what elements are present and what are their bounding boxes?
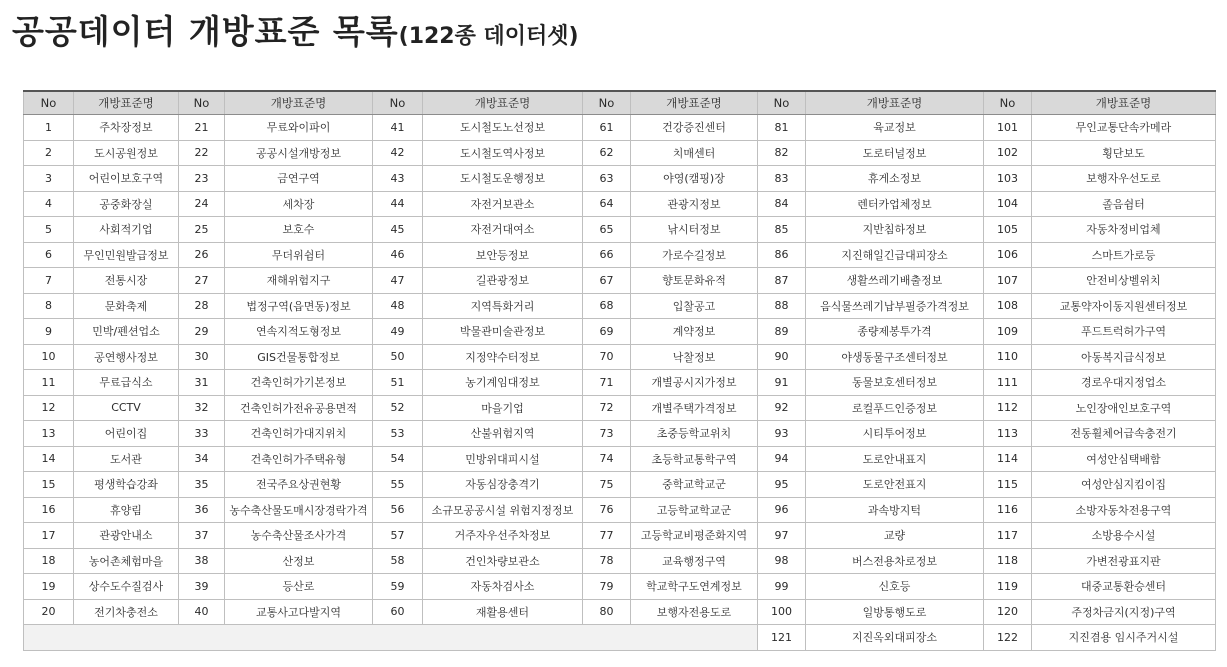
cell-standard-name: 졸음쉼터	[1032, 191, 1216, 217]
cell-standard-name: 건축인허가주택유형	[225, 446, 373, 472]
table-row	[24, 446, 1216, 472]
cell-standard-name: 지진해일긴급대피장소	[806, 242, 984, 268]
cell-standard-name: 시티투어정보	[806, 421, 984, 447]
cell-standard-name: 소방용수시설	[1032, 523, 1216, 549]
cell-standard-name: 도로안내표지	[806, 446, 984, 472]
table-row	[24, 395, 1216, 421]
table-row	[24, 574, 1216, 600]
cell-no: 27	[179, 268, 225, 294]
cell-standard-name: 농기계임대정보	[423, 370, 583, 396]
cell-no: 25	[179, 217, 225, 243]
cell-standard-name: 도시철도노선정보	[423, 115, 583, 141]
cell-no: 81	[758, 115, 806, 141]
column-header-no: No	[24, 91, 74, 115]
cell-standard-name: 관광지정보	[631, 191, 758, 217]
cell-no: 109	[984, 319, 1032, 345]
cell-standard-name: 생활쓰레기배출정보	[806, 268, 984, 294]
cell-standard-name: 건강증진센터	[631, 115, 758, 141]
cell-standard-name: 계약정보	[631, 319, 758, 345]
cell-no: 48	[373, 293, 423, 319]
cell-standard-name: 도시공원정보	[74, 140, 179, 166]
cell-no: 40	[179, 599, 225, 625]
cell-standard-name: 건인차량보관소	[423, 548, 583, 574]
cell-no: 28	[179, 293, 225, 319]
cell-standard-name: 농어촌체험마을	[74, 548, 179, 574]
column-header-name: 개방표준명	[423, 91, 583, 115]
column-header-name: 개방표준명	[74, 91, 179, 115]
cell-no: 18	[24, 548, 74, 574]
cell-no: 68	[583, 293, 631, 319]
cell-standard-name: 지역특화거리	[423, 293, 583, 319]
table-row	[24, 115, 1216, 141]
column-header-no: No	[583, 91, 631, 115]
cell-standard-name: 연속지적도형정보	[225, 319, 373, 345]
cell-no: 82	[758, 140, 806, 166]
cell-no: 24	[179, 191, 225, 217]
cell-no: 43	[373, 166, 423, 192]
table-row	[24, 599, 1216, 625]
cell-standard-name: 낙찰정보	[631, 344, 758, 370]
cell-no: 53	[373, 421, 423, 447]
cell-no: 20	[24, 599, 74, 625]
cell-no: 88	[758, 293, 806, 319]
cell-no: 86	[758, 242, 806, 268]
cell-no: 30	[179, 344, 225, 370]
cell-no: 36	[179, 497, 225, 523]
cell-standard-name: 자동차검사소	[423, 574, 583, 600]
cell-standard-name: 보호수	[225, 217, 373, 243]
cell-no: 34	[179, 446, 225, 472]
table-row	[24, 370, 1216, 396]
cell-standard-name: 지반침하정보	[806, 217, 984, 243]
table-row	[24, 242, 1216, 268]
cell-no: 19	[24, 574, 74, 600]
cell-standard-name: 도로터널정보	[806, 140, 984, 166]
cell-standard-name: 등산로	[225, 574, 373, 600]
cell-standard-name: 도시철도운행정보	[423, 166, 583, 192]
cell-standard-name: 초중등학교위치	[631, 421, 758, 447]
cell-no: 93	[758, 421, 806, 447]
cell-standard-name: 스마트가로등	[1032, 242, 1216, 268]
cell-standard-name: 보행자우선도로	[1032, 166, 1216, 192]
table-header-row	[24, 91, 1216, 115]
cell-no: 64	[583, 191, 631, 217]
cell-no: 111	[984, 370, 1032, 396]
cell-no: 37	[179, 523, 225, 549]
cell-no: 47	[373, 268, 423, 294]
table-row	[24, 497, 1216, 523]
cell-no: 22	[179, 140, 225, 166]
cell-standard-name: 박물관미술관정보	[423, 319, 583, 345]
cell-standard-name: 주차장정보	[74, 115, 179, 141]
cell-standard-name: 개별주택가격정보	[631, 395, 758, 421]
cell-no: 71	[583, 370, 631, 396]
column-header-name: 개방표준명	[225, 91, 373, 115]
cell-no: 55	[373, 472, 423, 498]
cell-standard-name: 신호등	[806, 574, 984, 600]
cell-no: 96	[758, 497, 806, 523]
cell-standard-name: 경로우대지정업소	[1032, 370, 1216, 396]
cell-no: 58	[373, 548, 423, 574]
cell-standard-name: 자전거보관소	[423, 191, 583, 217]
cell-standard-name: 안전비상벨위치	[1032, 268, 1216, 294]
cell-no: 52	[373, 395, 423, 421]
cell-no: 14	[24, 446, 74, 472]
cell-standard-name: 야영(캠핑)장	[631, 166, 758, 192]
cell-no: 73	[583, 421, 631, 447]
cell-standard-name: 무더위쉼터	[225, 242, 373, 268]
table-row	[24, 523, 1216, 549]
cell-no: 66	[583, 242, 631, 268]
cell-no: 108	[984, 293, 1032, 319]
cell-standard-name: 여성안심택배함	[1032, 446, 1216, 472]
column-header-name: 개방표준명	[806, 91, 984, 115]
cell-standard-name: 전동휠체어급속충전기	[1032, 421, 1216, 447]
cell-no: 97	[758, 523, 806, 549]
cell-standard-name: 교통사고다발지역	[225, 599, 373, 625]
cell-no: 2	[24, 140, 74, 166]
cell-standard-name: 야생동물구조센터정보	[806, 344, 984, 370]
cell-standard-name: 무인민원발급정보	[74, 242, 179, 268]
cell-no: 121	[758, 625, 806, 651]
cell-standard-name: 재활용센터	[423, 599, 583, 625]
cell-no: 33	[179, 421, 225, 447]
cell-no: 45	[373, 217, 423, 243]
cell-no: 84	[758, 191, 806, 217]
cell-no: 102	[984, 140, 1032, 166]
cell-standard-name: 낚시터정보	[631, 217, 758, 243]
cell-standard-name: 교량	[806, 523, 984, 549]
cell-no: 4	[24, 191, 74, 217]
cell-no: 75	[583, 472, 631, 498]
cell-standard-name: 거주자우선주차정보	[423, 523, 583, 549]
cell-no: 101	[984, 115, 1032, 141]
cell-standard-name: GIS건물통합정보	[225, 344, 373, 370]
cell-standard-name: 주정차금지(지정)구역	[1032, 599, 1216, 625]
title-count: (122종 데이터셋)	[398, 24, 579, 49]
cell-standard-name: 무료와이파이	[225, 115, 373, 141]
cell-standard-name: 농수축산물조사가격	[225, 523, 373, 549]
cell-standard-name: 지진옥외대피장소	[806, 625, 984, 651]
cell-no: 9	[24, 319, 74, 345]
open-standard-table	[23, 90, 1216, 651]
table-row	[24, 293, 1216, 319]
table-row	[24, 268, 1216, 294]
cell-standard-name: 금연구역	[225, 166, 373, 192]
cell-no: 3	[24, 166, 74, 192]
cell-standard-name: 무인교통단속카메라	[1032, 115, 1216, 141]
cell-standard-name: 관광안내소	[74, 523, 179, 549]
cell-no: 23	[179, 166, 225, 192]
cell-standard-name: 어린이집	[74, 421, 179, 447]
cell-standard-name: 버스전용차로정보	[806, 548, 984, 574]
cell-standard-name: 가로수길정보	[631, 242, 758, 268]
table-row	[24, 191, 1216, 217]
table-body	[24, 115, 1216, 651]
cell-standard-name: 민박/펜션업소	[74, 319, 179, 345]
cell-standard-name: 자전거대여소	[423, 217, 583, 243]
cell-no: 11	[24, 370, 74, 396]
cell-no: 98	[758, 548, 806, 574]
cell-no: 106	[984, 242, 1032, 268]
table-row	[24, 217, 1216, 243]
cell-no: 110	[984, 344, 1032, 370]
cell-no: 35	[179, 472, 225, 498]
cell-no: 59	[373, 574, 423, 600]
column-header-name: 개방표준명	[1032, 91, 1216, 115]
cell-standard-name: 푸드트럭허가구역	[1032, 319, 1216, 345]
title-main: 공공데이터 개방표준 목록	[12, 12, 399, 51]
cell-standard-name: 길관광정보	[423, 268, 583, 294]
cell-standard-name: 중학교학교군	[631, 472, 758, 498]
table-row	[24, 140, 1216, 166]
cell-standard-name: 재해위험지구	[225, 268, 373, 294]
cell-standard-name: 보안등정보	[423, 242, 583, 268]
cell-no: 77	[583, 523, 631, 549]
cell-standard-name: 민방위대피시설	[423, 446, 583, 472]
cell-standard-name: 과속방지턱	[806, 497, 984, 523]
cell-no: 62	[583, 140, 631, 166]
cell-no: 70	[583, 344, 631, 370]
cell-no: 114	[984, 446, 1032, 472]
cell-standard-name: 도로안전표지	[806, 472, 984, 498]
cell-standard-name: 도시철도역사정보	[423, 140, 583, 166]
cell-no: 118	[984, 548, 1032, 574]
cell-no: 72	[583, 395, 631, 421]
cell-standard-name: 농수축산물도매시장경락가격	[225, 497, 373, 523]
page-title	[12, 6, 579, 53]
cell-standard-name: 전기차충전소	[74, 599, 179, 625]
cell-standard-name: 일방통행도로	[806, 599, 984, 625]
cell-standard-name: 공공시설개방정보	[225, 140, 373, 166]
table-row	[24, 472, 1216, 498]
cell-no: 74	[583, 446, 631, 472]
cell-no: 32	[179, 395, 225, 421]
cell-standard-name: 렌터카업체정보	[806, 191, 984, 217]
cell-no: 46	[373, 242, 423, 268]
cell-standard-name: 상수도수질검사	[74, 574, 179, 600]
cell-no: 54	[373, 446, 423, 472]
column-header-no: No	[179, 91, 225, 115]
cell-standard-name: 고등학교비평준화지역	[631, 523, 758, 549]
cell-standard-name: 자동심장충격기	[423, 472, 583, 498]
cell-standard-name: 아동복지급식정보	[1032, 344, 1216, 370]
cell-no: 51	[373, 370, 423, 396]
cell-no: 60	[373, 599, 423, 625]
cell-no: 38	[179, 548, 225, 574]
cell-standard-name: 횡단보도	[1032, 140, 1216, 166]
cell-no: 44	[373, 191, 423, 217]
cell-standard-name: 평생학습강좌	[74, 472, 179, 498]
cell-no: 57	[373, 523, 423, 549]
cell-standard-name: 산정보	[225, 548, 373, 574]
cell-no: 76	[583, 497, 631, 523]
cell-standard-name: 종량제봉투가격	[806, 319, 984, 345]
cell-no: 31	[179, 370, 225, 396]
cell-standard-name: 문화축제	[74, 293, 179, 319]
cell-no: 117	[984, 523, 1032, 549]
cell-no: 122	[984, 625, 1032, 651]
cell-no: 56	[373, 497, 423, 523]
cell-no: 39	[179, 574, 225, 600]
cell-no: 5	[24, 217, 74, 243]
cell-no: 103	[984, 166, 1032, 192]
cell-no: 85	[758, 217, 806, 243]
cell-standard-name: 소규모공공시설 위험지정정보	[423, 497, 583, 523]
cell-no: 112	[984, 395, 1032, 421]
cell-standard-name: 여성안심지킴이집	[1032, 472, 1216, 498]
cell-standard-name: 공중화장실	[74, 191, 179, 217]
cell-no: 13	[24, 421, 74, 447]
cell-standard-name: CCTV	[74, 395, 179, 421]
cell-standard-name: 건축인허가전유공용면적	[225, 395, 373, 421]
cell-standard-name: 건축인허가대지위치	[225, 421, 373, 447]
cell-no: 80	[583, 599, 631, 625]
cell-no: 61	[583, 115, 631, 141]
empty-cell	[24, 625, 758, 651]
table-row	[24, 319, 1216, 345]
cell-no: 17	[24, 523, 74, 549]
cell-standard-name: 자동차정비업체	[1032, 217, 1216, 243]
cell-standard-name: 고등학교학교군	[631, 497, 758, 523]
cell-no: 105	[984, 217, 1032, 243]
cell-standard-name: 소방자동차전용구역	[1032, 497, 1216, 523]
cell-no: 107	[984, 268, 1032, 294]
cell-no: 115	[984, 472, 1032, 498]
cell-no: 90	[758, 344, 806, 370]
cell-standard-name: 치매센터	[631, 140, 758, 166]
column-header-no: No	[373, 91, 423, 115]
cell-no: 26	[179, 242, 225, 268]
cell-no: 120	[984, 599, 1032, 625]
cell-no: 42	[373, 140, 423, 166]
cell-standard-name: 지진겸용 임시주거시설	[1032, 625, 1216, 651]
cell-no: 6	[24, 242, 74, 268]
column-header-no: No	[758, 91, 806, 115]
cell-standard-name: 학교학구도연계정보	[631, 574, 758, 600]
cell-standard-name: 교통약자이동지원센터정보	[1032, 293, 1216, 319]
cell-standard-name: 전통시장	[74, 268, 179, 294]
cell-no: 10	[24, 344, 74, 370]
cell-no: 113	[984, 421, 1032, 447]
cell-standard-name: 동물보호센터정보	[806, 370, 984, 396]
cell-standard-name: 보행자전용도로	[631, 599, 758, 625]
cell-no: 78	[583, 548, 631, 574]
cell-standard-name: 육교정보	[806, 115, 984, 141]
cell-standard-name: 건축인허가기본정보	[225, 370, 373, 396]
cell-standard-name: 음식물쓰레기납부필증가격정보	[806, 293, 984, 319]
cell-standard-name: 가변전광표지판	[1032, 548, 1216, 574]
cell-standard-name: 세차장	[225, 191, 373, 217]
cell-standard-name: 산불위험지역	[423, 421, 583, 447]
cell-standard-name: 휴게소정보	[806, 166, 984, 192]
table-row	[24, 421, 1216, 447]
cell-standard-name: 전국주요상권현황	[225, 472, 373, 498]
cell-no: 69	[583, 319, 631, 345]
cell-standard-name: 어린이보호구역	[74, 166, 179, 192]
cell-no: 1	[24, 115, 74, 141]
table-row	[24, 548, 1216, 574]
cell-standard-name: 지정약수터정보	[423, 344, 583, 370]
cell-standard-name: 휴양림	[74, 497, 179, 523]
cell-standard-name: 무료급식소	[74, 370, 179, 396]
cell-no: 91	[758, 370, 806, 396]
cell-no: 79	[583, 574, 631, 600]
cell-standard-name: 사회적기업	[74, 217, 179, 243]
cell-no: 49	[373, 319, 423, 345]
cell-standard-name: 법정구역(읍면동)정보	[225, 293, 373, 319]
cell-standard-name: 노인장애인보호구역	[1032, 395, 1216, 421]
cell-no: 116	[984, 497, 1032, 523]
cell-no: 83	[758, 166, 806, 192]
cell-no: 104	[984, 191, 1032, 217]
cell-no: 63	[583, 166, 631, 192]
cell-no: 12	[24, 395, 74, 421]
table-row-last	[24, 625, 1216, 651]
cell-standard-name: 초등학교통학구역	[631, 446, 758, 472]
cell-no: 89	[758, 319, 806, 345]
cell-standard-name: 교육행정구역	[631, 548, 758, 574]
cell-no: 94	[758, 446, 806, 472]
cell-no: 8	[24, 293, 74, 319]
cell-no: 50	[373, 344, 423, 370]
table-row	[24, 166, 1216, 192]
cell-no: 15	[24, 472, 74, 498]
cell-standard-name: 입찰공고	[631, 293, 758, 319]
cell-no: 100	[758, 599, 806, 625]
cell-no: 29	[179, 319, 225, 345]
cell-standard-name: 도서관	[74, 446, 179, 472]
cell-no: 65	[583, 217, 631, 243]
cell-standard-name: 개별공시지가정보	[631, 370, 758, 396]
cell-standard-name: 공연행사정보	[74, 344, 179, 370]
cell-standard-name: 대중교통환승센터	[1032, 574, 1216, 600]
cell-no: 99	[758, 574, 806, 600]
cell-no: 16	[24, 497, 74, 523]
cell-standard-name: 향토문화유적	[631, 268, 758, 294]
cell-no: 119	[984, 574, 1032, 600]
cell-standard-name: 로컬푸드인증정보	[806, 395, 984, 421]
cell-no: 7	[24, 268, 74, 294]
cell-no: 41	[373, 115, 423, 141]
table-row	[24, 344, 1216, 370]
column-header-name: 개방표준명	[631, 91, 758, 115]
column-header-no: No	[984, 91, 1032, 115]
cell-no: 87	[758, 268, 806, 294]
cell-no: 95	[758, 472, 806, 498]
cell-standard-name: 마을기업	[423, 395, 583, 421]
cell-no: 92	[758, 395, 806, 421]
cell-no: 21	[179, 115, 225, 141]
cell-no: 67	[583, 268, 631, 294]
